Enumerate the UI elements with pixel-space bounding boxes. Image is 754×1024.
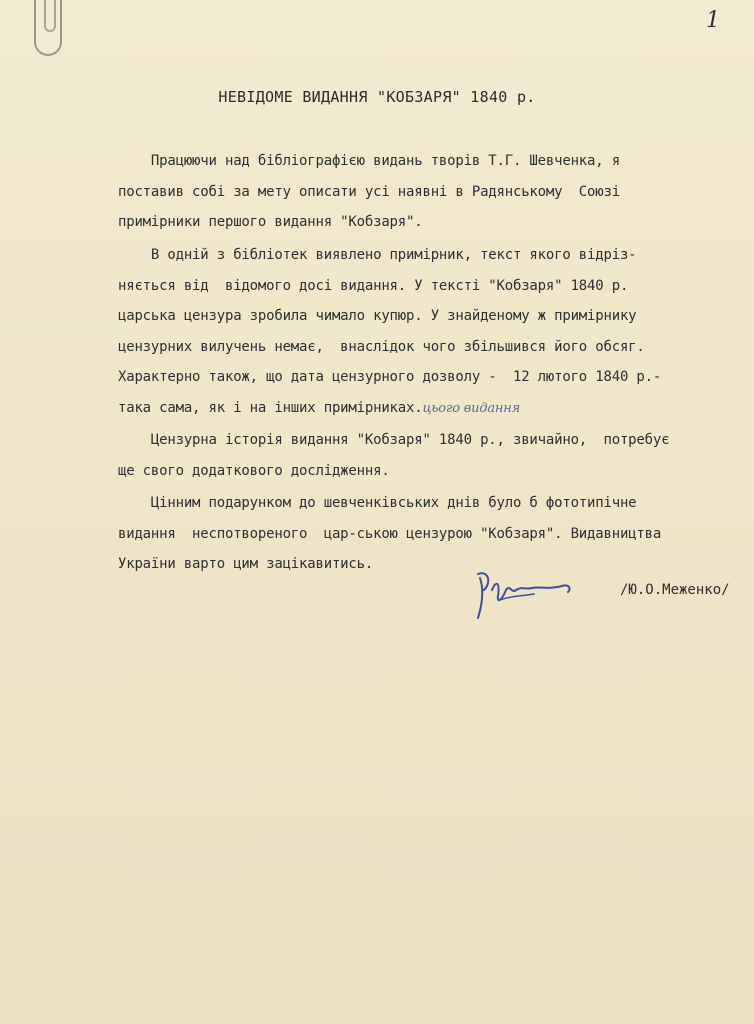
author-name: /Ю.О.Меженко/ (620, 582, 730, 598)
paragraph-3 (118, 425, 728, 486)
text-line-with-insert (118, 393, 728, 424)
text-line: В одній з бібліотек виявлено примірник, текст якого відріз- (118, 247, 637, 263)
text-line: Характерно також, що дата цензурного дозволу - 12 лютого 1840 р.- (118, 369, 662, 385)
text-line: примірники першого видання "Кобзаря". (118, 214, 423, 230)
text-line: цензурних вилучень немає, внаслідок чого збільшився його обсяг. (118, 338, 645, 355)
text-line: Цензурна історія видання "Кобзаря" 1840 р., звичайно, потребує (118, 432, 670, 448)
paragraph-2 (118, 240, 728, 423)
paragraph-1 (118, 146, 728, 238)
signature-block (470, 560, 730, 630)
text-line: Цінним подарунком до шевченківських днів було б фототипічне (118, 495, 637, 511)
text-line: няється від відомого досі видання. У тексті "Кобзаря" 1840 р. (118, 277, 629, 294)
text-line: видання неспотвореного цар-ською цензурою "Кобзаря". Видавництва (118, 525, 662, 542)
document-title: НЕВІДОМЕ ВИДАННЯ "КОБЗАРЯ" 1840 р. (218, 88, 536, 106)
text-line: України варто цим зацікавитись. (118, 556, 374, 572)
text-line: ще свого додаткового дослідження. (118, 462, 390, 479)
handwritten-insert: цього видання (422, 400, 521, 416)
text-line: Працюючи над бібліографією видань творів Т.Г. Шевченка, я (118, 153, 620, 169)
text-line: поставив собі за мету описати усі наявні в Радянському Союзі (118, 183, 620, 200)
page-number: 1 (706, 8, 720, 33)
text-line: така сама, як і на інших примірниках. (118, 399, 423, 416)
handwritten-signature-icon (470, 560, 590, 630)
paper-clip-inner-icon (44, 0, 56, 32)
text-line: царська цензура зробила чимало купюр. У знайденому ж примірнику (118, 308, 637, 324)
